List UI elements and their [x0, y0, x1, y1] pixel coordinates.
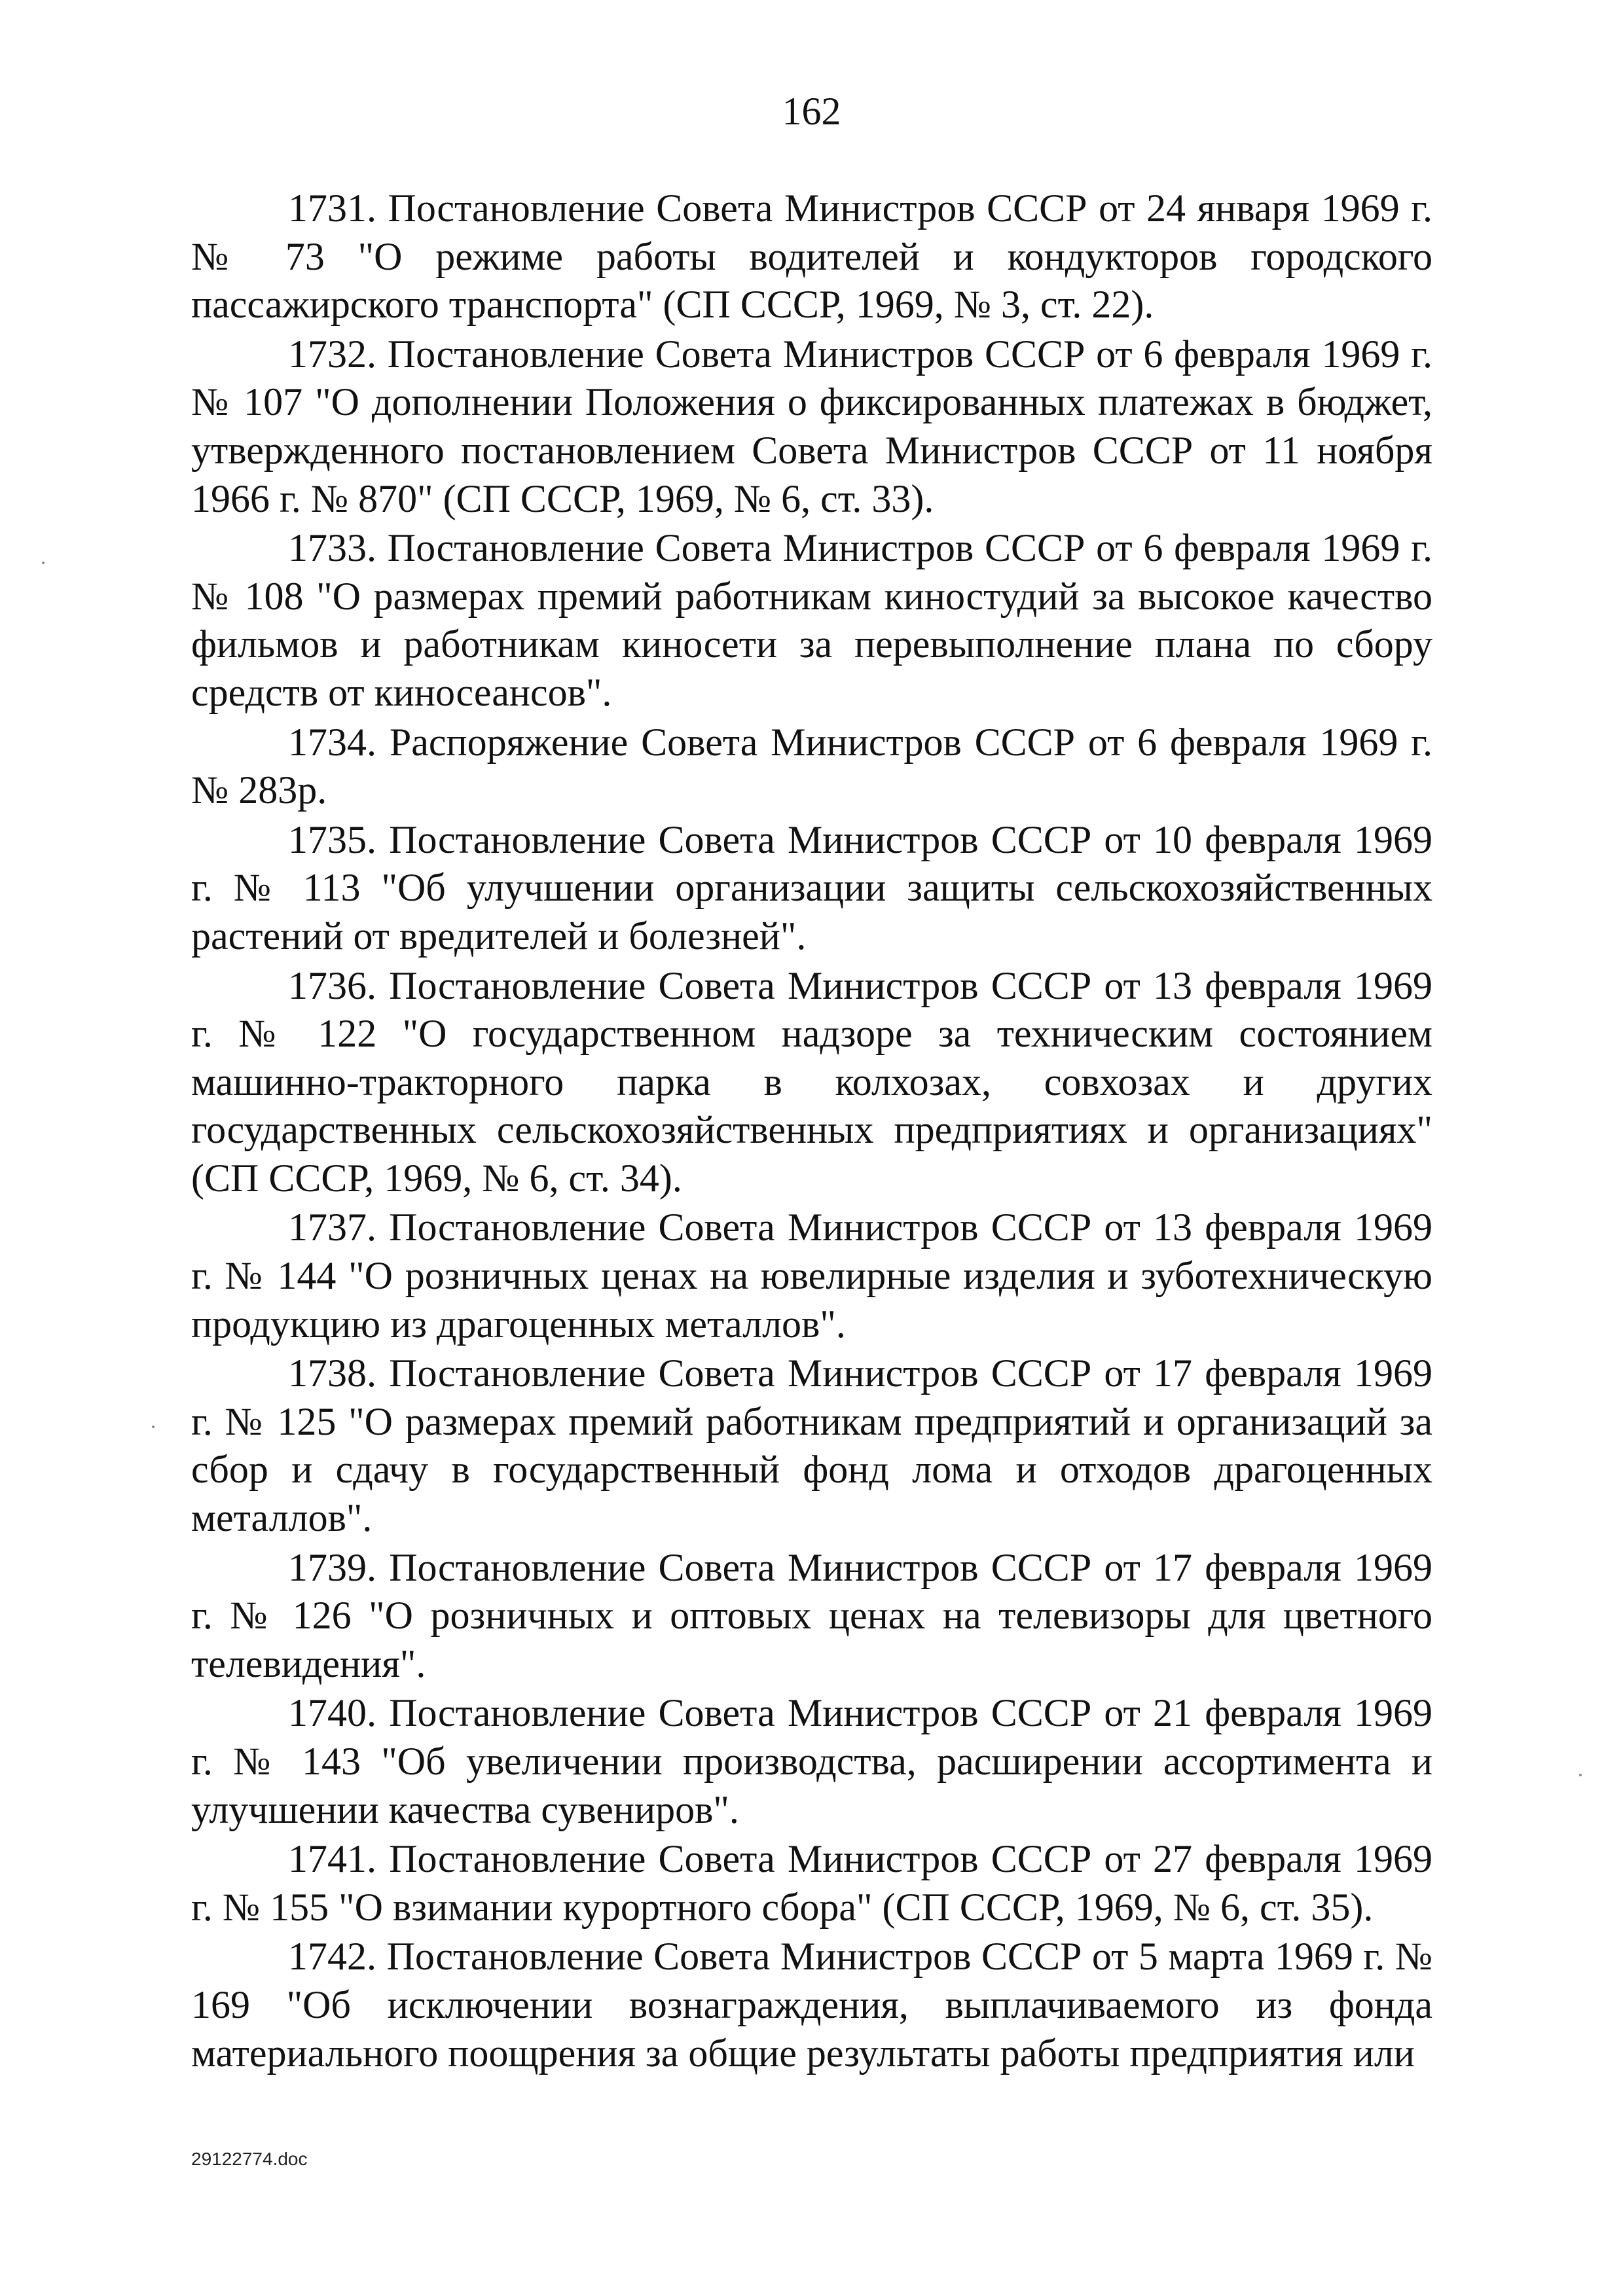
entry-1742: 1742. Постановление Совета Министров СССР от 5 марта 1969 г. № 169 "Об исключении вознаграждения, выплачиваемого из фонда материального поощрения за общие результаты работы предприятия или [191, 1935, 1432, 2075]
entry-1734: 1734. Распоряжение Совета Министров СССР от 6 февраля 1969 г. № 283р. [191, 720, 1432, 812]
scan-speck [152, 1426, 155, 1428]
scan-speck [42, 562, 45, 564]
scan-speck [1579, 1774, 1582, 1776]
entry-1731: 1731. Постановление Совета Министров СССР от 24 января 1969 г. № 73 "О режиме работы водителей и кондукторов городского пассажирского транспорта" (СП СССР, 1969, № 3, ст. 22). [191, 187, 1432, 327]
entry-1739: 1739. Постановление Совета Министров СССР от 17 февраля 1969 г. № 126 "О розничных и оптовых ценах на телевизоры для цветного телевидения". [191, 1545, 1432, 1685]
entry-1740: 1740. Постановление Совета Министров СССР от 21 февраля 1969 г. № 143 "Об увеличении производства, расширении ассортимента и улучшении качества сувениров". [191, 1691, 1432, 1831]
entry-1737: 1737. Постановление Совета Министров СССР от 13 февраля 1969 г. № 144 "О розничных ценах на ювелирные изделия и зуботехническую продукцию из драгоценных металлов". [191, 1206, 1432, 1346]
document-body [191, 185, 1432, 2079]
entry-1733: 1733. Постановление Совета Министров СССР от 6 февраля 1969 г. № 108 "О размерах премий работникам киностудий за высокое качество фильмов и работникам киносети за перевыполнение плана по сбору средств от киносеансов". [191, 526, 1432, 714]
entry-1732: 1732. Постановление Совета Министров СССР от 6 февраля 1969 г. № 107 "О дополнении Положения о фиксированных платежах в бюджет, утвержденного постановлением Совета Министров СССР от 11 ноября 1966 г. № 870" (СП СССР, 1969, № 6, ст. 33). [191, 332, 1432, 520]
entry-1738: 1738. Постановление Совета Министров СССР от 17 февраля 1969 г. № 125 "О размерах премий работникам предприятий и организаций за сбор и сдачу в государственный фонд лома и отходов драгоценных металлов". [191, 1352, 1432, 1540]
page-number: 162 [782, 90, 841, 133]
entry-1741: 1741. Постановление Совета Министров СССР от 27 февраля 1969 г. № 155 "О взимании курортного сбора" (СП СССР, 1969, № 6, ст. 35). [191, 1837, 1432, 1929]
footer-filename: 29122774.doc [191, 2149, 308, 2169]
entry-1735: 1735. Постановление Совета Министров СССР от 10 февраля 1969 г. № 113 "Об улучшении организации защиты сельскохозяйственных растений от вредителей и болезней". [191, 817, 1432, 958]
entry-1736: 1736. Постановление Совета Министров СССР от 13 февраля 1969 г. № 122 "О государственном надзоре за техническим состоянием машинно-тракторного парка в колхозах, совхозах и других государственных сельскохозяйственных предприятиях и организациях" (СП СССР, 1969, № 6, ст. 34). [191, 963, 1432, 1200]
